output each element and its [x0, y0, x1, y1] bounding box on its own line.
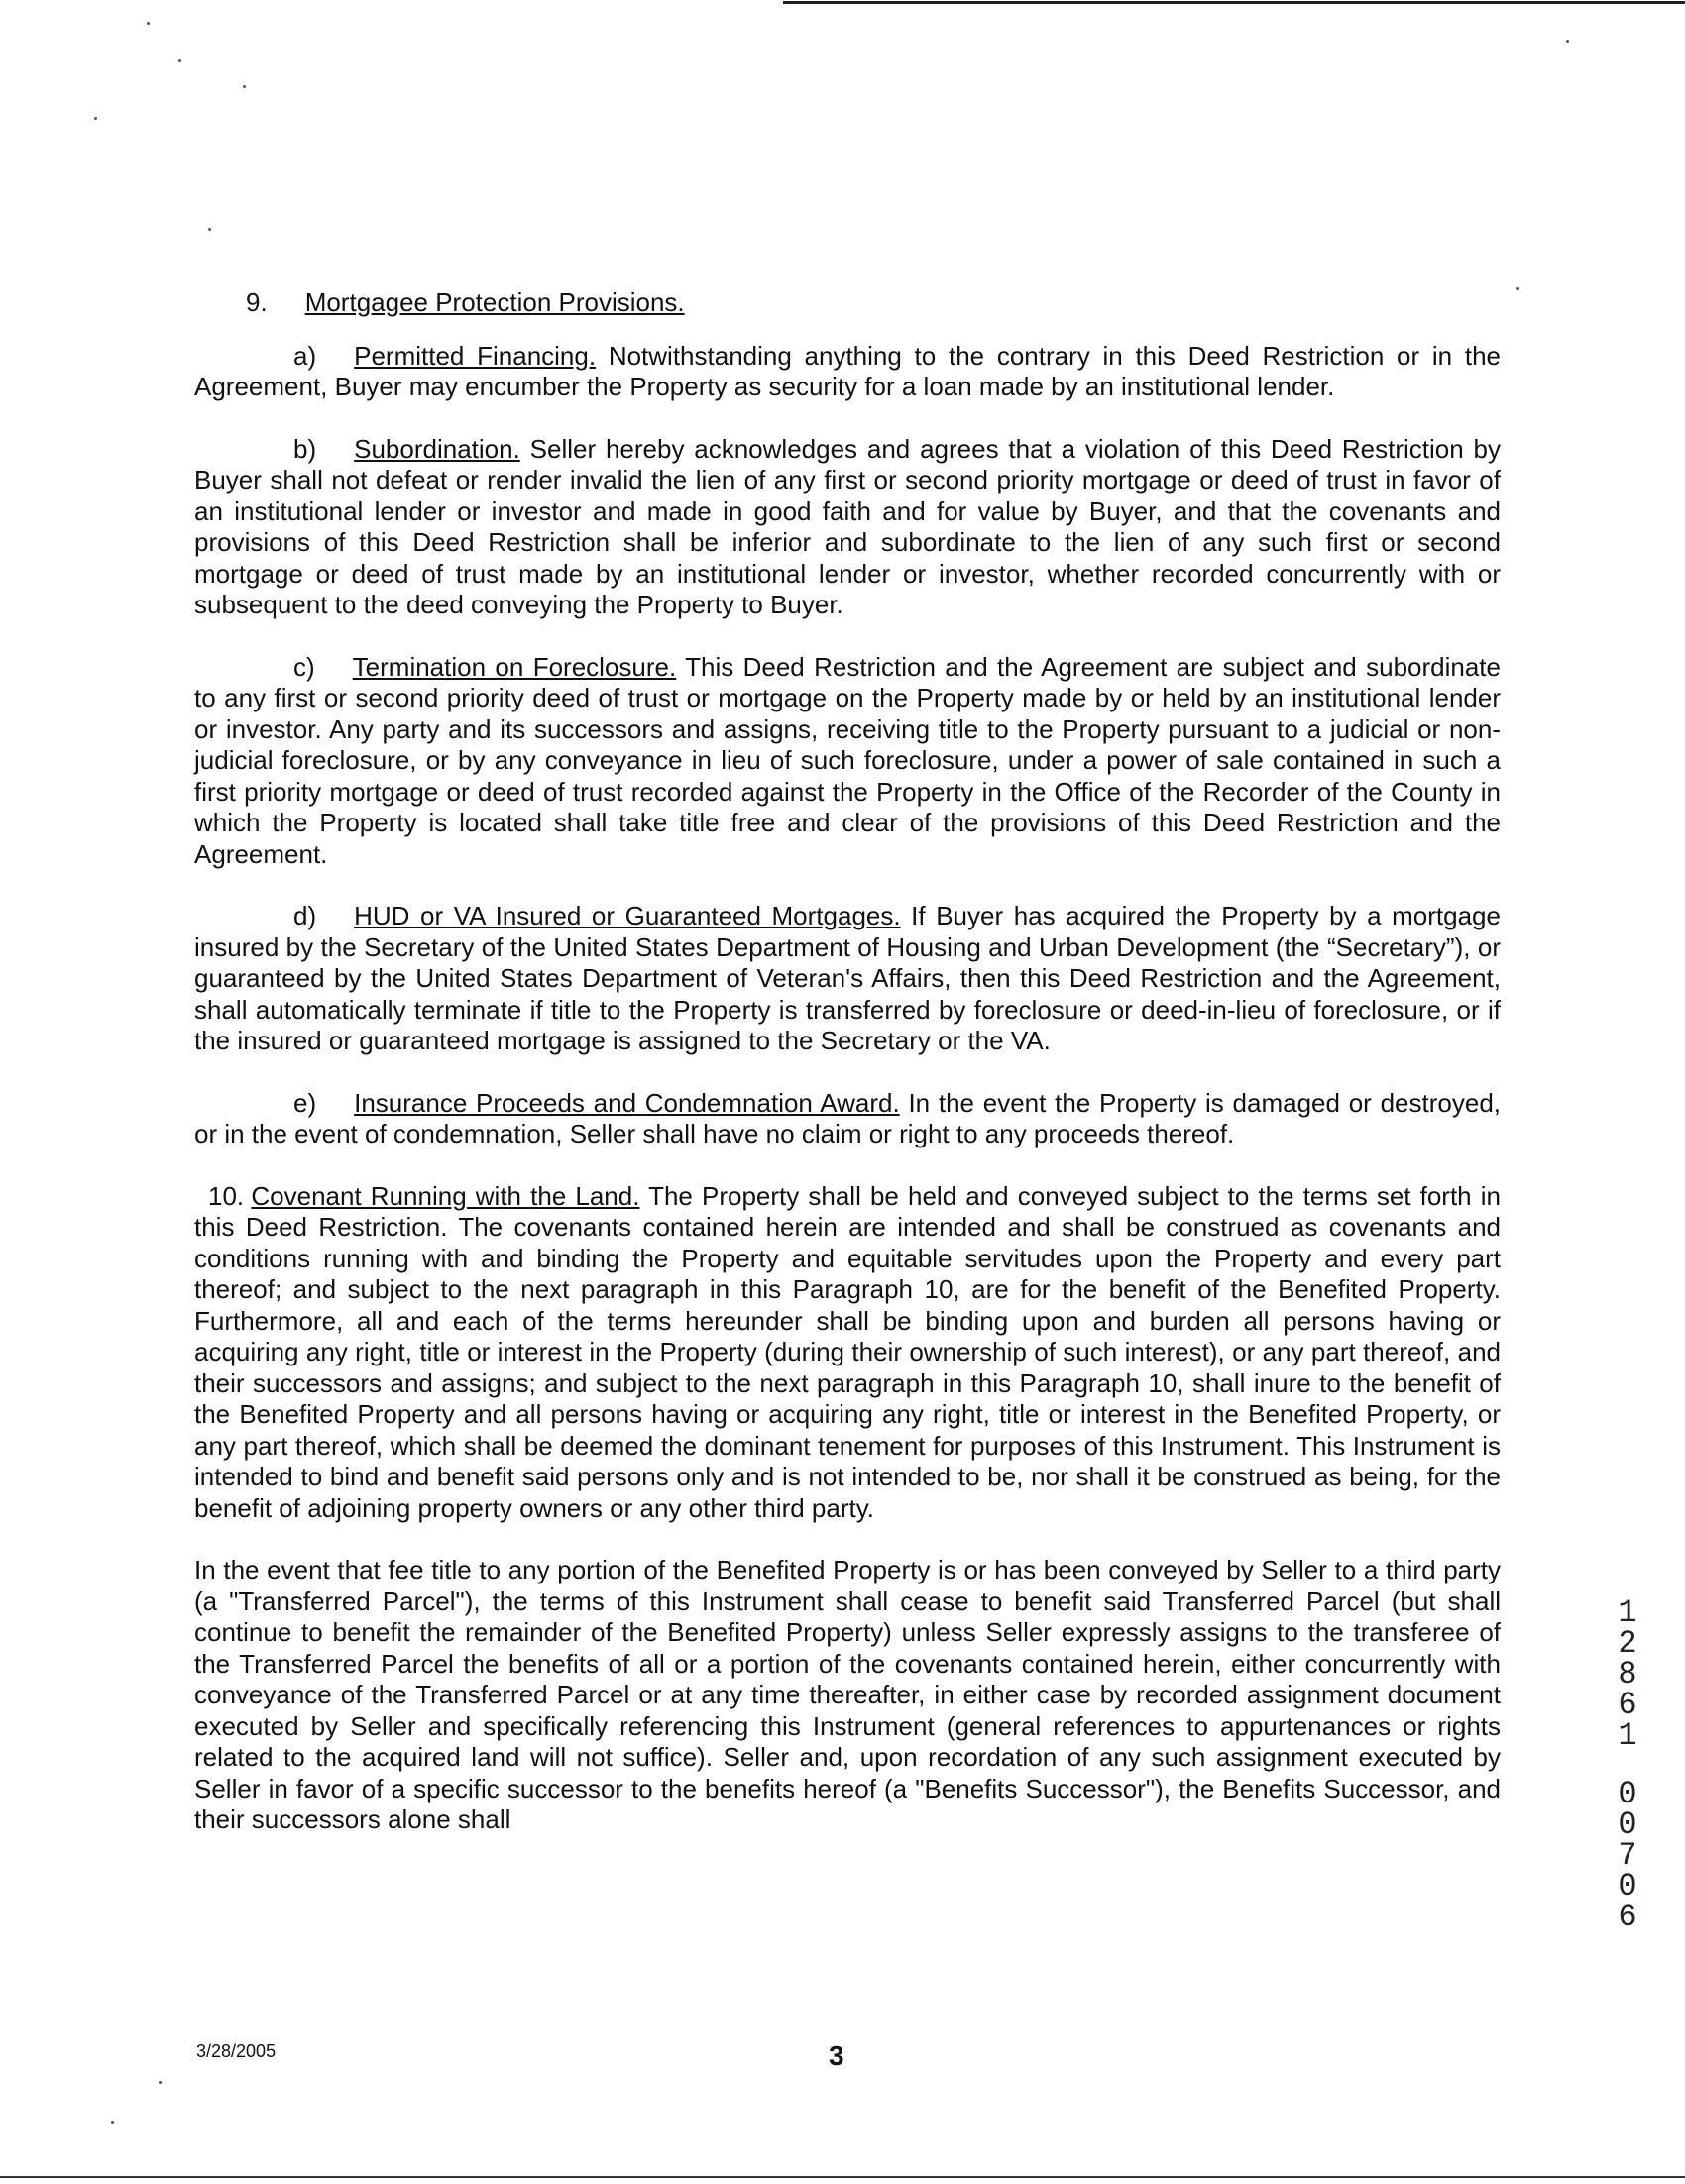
page-number: 3 [829, 2040, 844, 2071]
section-9e-title: Insurance Proceeds and Condemnation Award. [354, 1087, 900, 1118]
stamp-digit: 1 [1618, 1717, 1637, 1754]
section-9c-label: c) [293, 651, 315, 682]
section-9e-label: e) [293, 1087, 317, 1118]
section-9c-title: Termination on Foreclosure. [352, 651, 677, 682]
section-9d-text: If Buyer has acquired the Property by a mortgage insured by the Secretary of the United States Department of Housing and Urban Development (the “Secretary”), or guaranteed by the United States Department of Veteran's Affairs, then this Deed Restriction and the Agreement, shall automatically terminate if title to the Property is transferred by foreclosure or deed-in-lieu of foreclosure, or if the insured or guaranteed mortgage is assigned to the Secretary or the VA. [194, 901, 1501, 1055]
scan-speck [94, 117, 97, 120]
stamp-digit: 8 [1618, 1656, 1637, 1693]
document-body [194, 287, 1501, 1867]
scan-speck [1566, 40, 1569, 43]
section-10-number: 10. [208, 1180, 245, 1211]
footer-date: 3/28/2005 [196, 2041, 277, 2061]
section-9a-text: Notwithstanding anything to the contrary in this Deed Restriction or in the Agreement, Buyer may encumber the Property as security for a loan made by an institutional lender. [194, 340, 1501, 401]
section-10-continuation-paragraph [194, 1555, 1501, 1836]
section-9b-text: Seller hereby acknowledges and agrees that a violation of this Deed Restriction by Buyer shall not defeat or render invalid the lien of any first or second priority mortgage or deed of trust in favor of an institutional lender or investor and made in good faith and for value by Buyer, and that the covenants and provisions of this Deed Restriction shall be inferior and subordinate to the lien of any such first or second mortgage or deed of trust made by an institutional lender or investor, whether recorded concurrently with or subsequent to the deed conveying the Property to Buyer. [194, 433, 1501, 619]
section-9b-label: b) [293, 433, 317, 464]
stamp-digit: 0 [1618, 1868, 1637, 1905]
scan-speck [208, 228, 211, 231]
stamp-digit: 6 [1618, 1687, 1637, 1723]
stamp-digit: 6 [1618, 1899, 1637, 1935]
section-10-paragraph [194, 1181, 1501, 1525]
section-9c-text: This Deed Restriction and the Agreement are subject and subordinate to any first or second priority deed of trust or mortgage on the Property made by or held by an institutional lender or investor. Any party and its successors and assigns, receiving title to the Property pursuant to a judicial or non-judicial foreclosure, or by any conveyance in lieu of such foreclosure, under a power of sale contained in such a first priority mortgage or deed of trust recorded against the Property in the Office of the Recorder of the County in which the Property is located shall take title free and clear of the provisions of this Deed Restriction and the Agreement. [194, 651, 1501, 869]
scan-speck [243, 85, 246, 88]
scan-speck [159, 2081, 162, 2084]
section-9a-label: a) [293, 340, 317, 371]
section-9-number: 9. [246, 287, 268, 317]
recording-stamp-number [1610, 1594, 1645, 1935]
section-10-text-2: In the event that fee title to any portion of the Benefited Property is or has been conveyed by Seller to a third party (a "Transferred Parcel"), the terms of this Instrument shall cease to benefit said Transferred Parcel (but shall continue to benefit the remainder of the Benefited Property) unless Seller expressly assigns to the transferee of the Transferred Parcel the benefits of all or a portion of the covenants contained herein, either concurrently with conveyance of the Transferred Parcel or at any time thereafter, in either case by recorded assignment document executed by Seller and specifically referencing this Instrument (general references to appurtenances or rights related to the acquired land will not suffice). Seller and, upon recordation of any such assignment executed by Seller in favor of a specific successor to the benefits hereof (a "Benefits Successor"), the Benefits Successor, and their successors alone shall [194, 1555, 1501, 1834]
stamp-digit: 7 [1618, 1837, 1637, 1874]
scan-speck [147, 22, 150, 25]
bottom-border-line [0, 2176, 1685, 2178]
section-9-title: Mortgagee Protection Provisions. [304, 287, 685, 317]
section-10-title: Covenant Running with the Land. [251, 1180, 640, 1211]
section-9b-paragraph [194, 434, 1501, 621]
section-9c-paragraph [194, 652, 1501, 871]
stamp-digit: 1 [1618, 1594, 1637, 1631]
section-9d-paragraph [194, 901, 1501, 1057]
section-9a-title: Permitted Financing. [354, 340, 597, 371]
stamp-digit: 0 [1618, 1806, 1637, 1843]
section-9e-text: In the event the Property is damaged or destroyed, or in the event of condemnation, Seller shall have no claim or right to any proceeds thereof. [194, 1087, 1502, 1148]
section-9a-paragraph [194, 341, 1501, 403]
scan-speck [178, 59, 181, 62]
section-10-text: The Property shall be held and conveyed subject to the terms set forth in this Deed Restriction. The covenants contained herein are intended and shall be construed as covenants and conditions running with and binding the Property and equitable servitudes upon the Property and every part thereof; and subject to the next paragraph in this Paragraph 10, are for the benefit of the Benefited Property. Furthermore, all and each of the terms hereunder shall be binding upon and burden all persons having or acquiring any right, title or interest in the Property (during their ownership of such interest), or any part thereof, and their successors and assigns; and subject to the next paragraph in this Paragraph 10, shall inure to the benefit of the Benefited Property and all persons having or acquiring any right, title or interest in the Benefited Property, or any part thereof, which shall be deemed the dominant tenement for purposes of this Instrument. This Instrument is intended to bind and benefit said persons only and is not intended to be, nor shall it be construed as being, for the benefit of adjoining property owners or any other third party. [194, 1180, 1501, 1523]
section-9-heading [246, 287, 1501, 319]
section-9e-paragraph [194, 1088, 1501, 1150]
stamp-gap [1610, 1751, 1645, 1779]
top-border-line [783, 1, 1685, 4]
section-9b-title: Subordination. [354, 433, 520, 464]
scan-speck [111, 2121, 114, 2124]
stamp-digit: 0 [1618, 1776, 1637, 1812]
stamp-digit: 2 [1618, 1625, 1637, 1662]
section-9d-title: HUD or VA Insured or Guaranteed Mortgages. [354, 901, 901, 930]
section-9d-label: d) [293, 901, 317, 930]
scan-speck [1516, 287, 1519, 290]
